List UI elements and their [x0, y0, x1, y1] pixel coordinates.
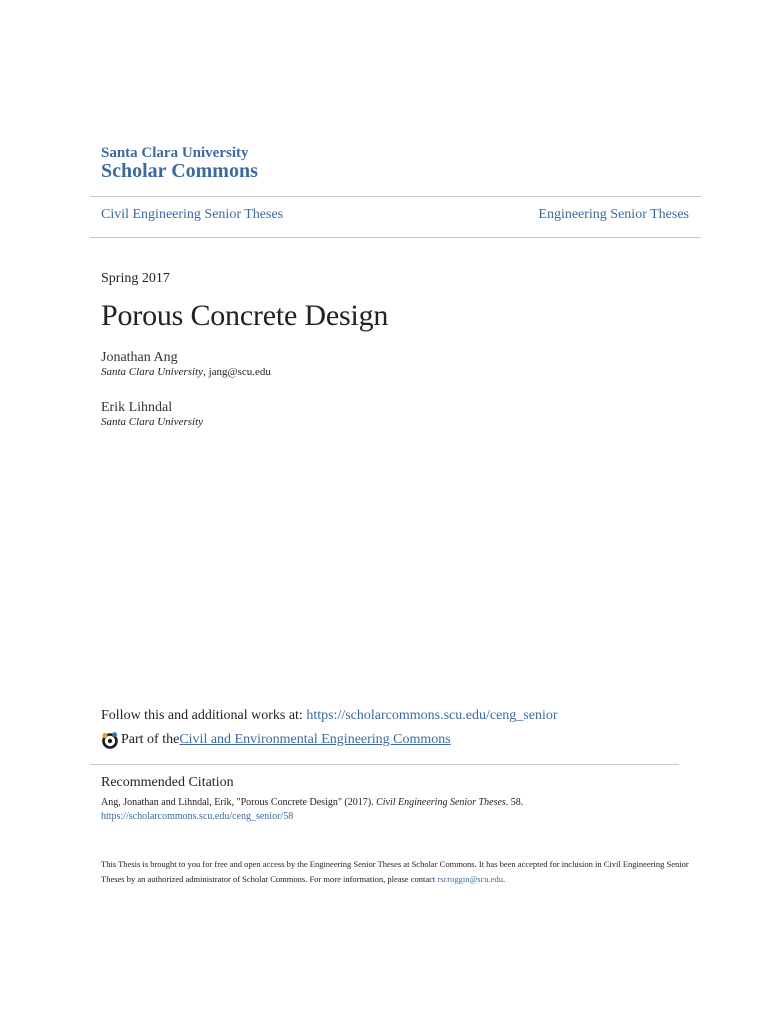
author-affiliation	[101, 416, 203, 428]
collection-link-civil[interactable]: Civil Engineering Senior Theses	[101, 207, 284, 222]
publication-date: Spring 2017	[101, 271, 170, 286]
repository-name[interactable]: Scholar Commons	[101, 160, 258, 182]
follow-label: Follow this and additional works at:	[101, 708, 307, 723]
author-block	[101, 350, 271, 378]
affiliation-name: Santa Clara University	[101, 416, 204, 428]
author-block	[101, 400, 203, 428]
author-affiliation	[101, 366, 271, 378]
author-name: Jonathan Ang	[101, 350, 178, 365]
author-email: , jang@scu.edu	[203, 366, 271, 378]
citation-prefix: Ang, Jonathan and Lihndal, Erik, "Porous Concrete Design" (2017).	[101, 797, 377, 808]
part-of-line	[101, 731, 451, 749]
commons-network-icon	[101, 731, 119, 749]
header-divider-bottom	[90, 237, 701, 238]
contact-email-link[interactable]: rscroggin@scu.edu	[437, 874, 504, 884]
access-notice	[101, 857, 691, 887]
affiliation-name: Santa Clara University	[101, 366, 204, 378]
header-divider-top	[90, 196, 701, 197]
citation-series: Civil Engineering Senior Theses	[376, 797, 506, 808]
citation-text	[101, 797, 523, 808]
notice-end: .	[503, 874, 506, 884]
citation-suffix: . 58.	[505, 797, 524, 808]
part-of-label: Part of the	[121, 732, 180, 747]
university-name: Santa Clara University	[101, 145, 249, 161]
document-title: Porous Concrete Design	[101, 299, 389, 332]
citation-divider	[90, 764, 679, 765]
citation-url-link[interactable]: https://scholarcommons.scu.edu/ceng_senior/58	[101, 811, 294, 822]
commons-link[interactable]: Civil and Environmental Engineering Commons	[179, 732, 451, 747]
notice-text: This Thesis is brought to you for free and open access by the Engineering Senior Theses at Scholar Commons. It has been accepted for inclusion in Civil Engineering Senior Theses by an authorized administrator of Scholar Commons. For more information, please contact	[101, 859, 689, 884]
collection-link-engineering[interactable]: Engineering Senior Theses	[538, 207, 689, 222]
follow-line	[101, 708, 558, 724]
citation-heading: Recommended Citation	[101, 775, 234, 790]
author-name: Erik Lihndal	[101, 400, 173, 415]
follow-url-link[interactable]: https://scholarcommons.scu.edu/ceng_senior	[306, 708, 558, 723]
